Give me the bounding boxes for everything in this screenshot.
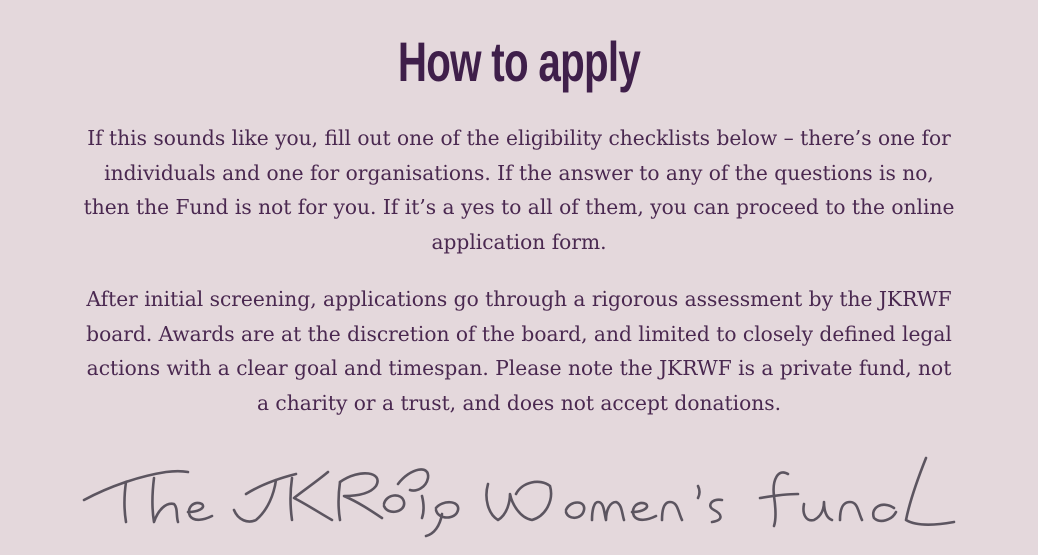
section-title: How to apply bbox=[397, 30, 641, 93]
handwritten-signature bbox=[70, 438, 970, 538]
eligibility-paragraph: If this sounds like you, fill out one of the eligibility checklists below – there’s one for individuals and one for organisations. If the answer to any of the questions is no, then the Fund is not for you. If it’s a yes to all of them, you can proceed to the online application form. bbox=[83, 126, 955, 254]
assessment-paragraph: After initial screening, applications go through a rigorous assessment by the JKRWF board. Awards are at the discretion of the board, and limited to closely defined legal actions with a clear goal and timespan. Please note the JKRWF is a private fund, not a charity or a trust, and does not accept donations. bbox=[86, 287, 952, 415]
